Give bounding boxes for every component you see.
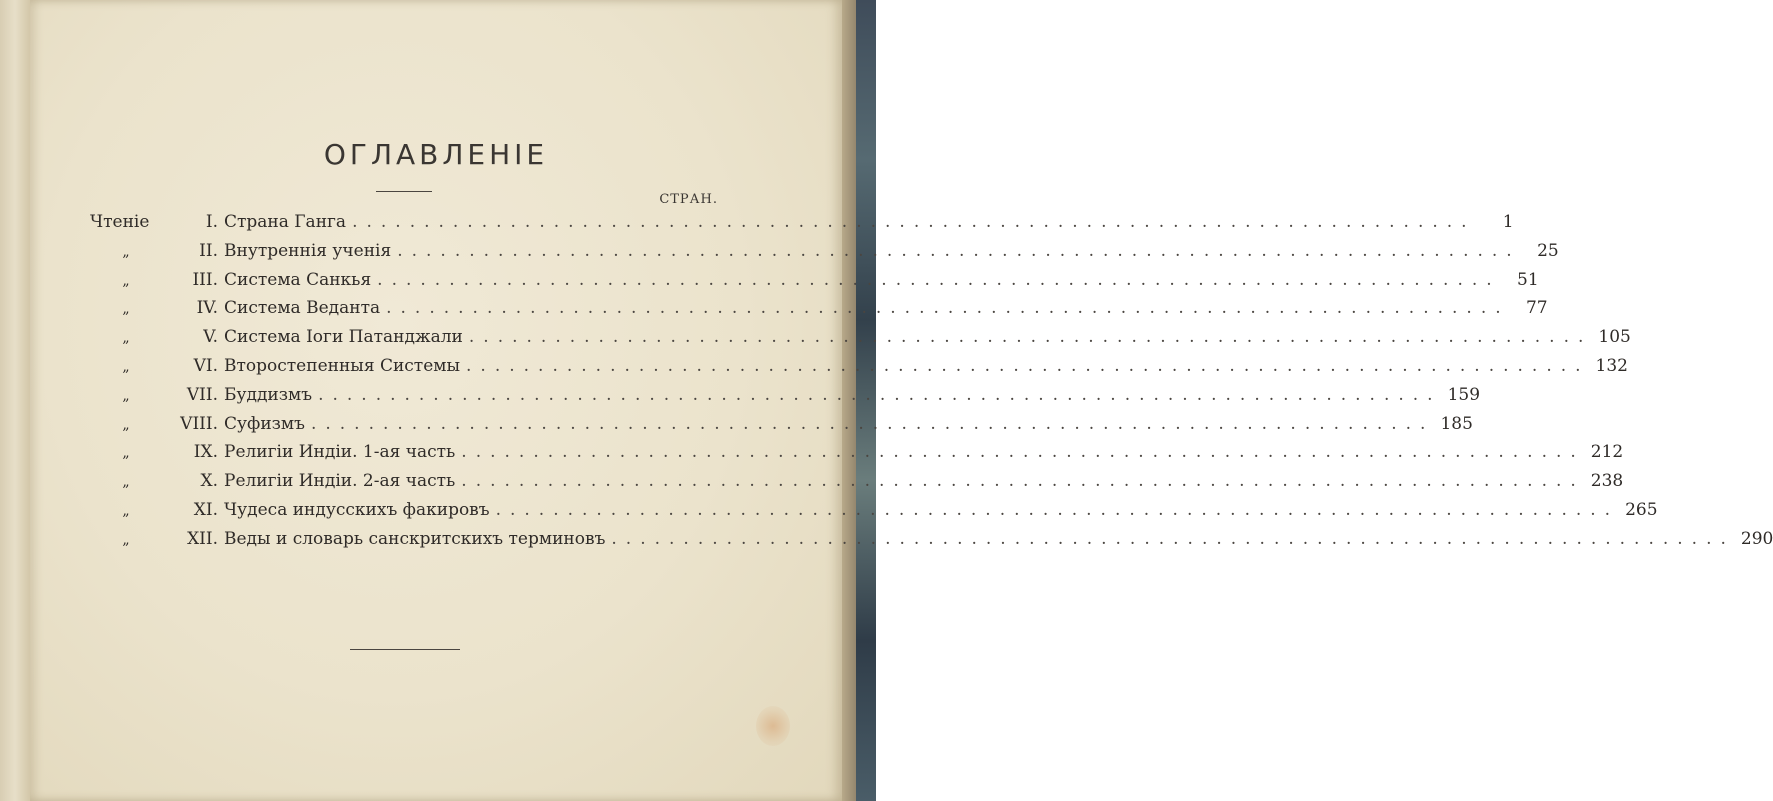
dot-leader: .............................................................................. [495, 499, 1620, 520]
entry-page-number: 1 [1502, 212, 1514, 232]
dot-leader: .............................................................................. [386, 298, 1510, 319]
entry-title: Суфизмъ [224, 413, 305, 434]
foxing-stain [756, 706, 790, 746]
entry-lead: „ [122, 243, 130, 260]
dot-leader: .............................................................................. [352, 212, 1476, 232]
entry-lead: „ [122, 358, 130, 375]
toc-entry [90, 528, 1773, 558]
toc-entry [90, 327, 1631, 356]
entry-lead: „ [122, 272, 130, 289]
entry-title: Система Іоги Патанджали [224, 327, 463, 348]
toc-entry [90, 384, 1481, 414]
entry-numeral: II. [199, 240, 218, 261]
entry-page-number: 185 [1440, 413, 1473, 434]
title-divider [376, 191, 432, 192]
entry-title: Религіи Индіи. 2-ая часть [224, 471, 456, 492]
entry-numeral: XII. [187, 528, 218, 549]
entry-page-number: 132 [1595, 355, 1628, 376]
entry-page-number: 159 [1447, 384, 1481, 405]
dot-leader: .............................................................................. [461, 442, 1585, 463]
entry-page-number: 25 [1537, 240, 1559, 261]
table-of-contents [90, 212, 1773, 558]
entry-lead: „ [122, 330, 130, 347]
dot-leader: .............................................................................. [461, 471, 1585, 492]
end-divider [350, 649, 460, 650]
entry-numeral: VI. [193, 355, 218, 376]
entry-lead: „ [122, 301, 130, 318]
entry-numeral: XI. [193, 499, 218, 520]
entry-title: Система Санкья [224, 269, 372, 290]
entry-title: Веды и словарь санскритскихъ терминовъ [224, 528, 606, 549]
toc-entry [90, 212, 1514, 241]
entry-page-number: 212 [1590, 442, 1624, 463]
dot-leader: .............................................................................. [466, 355, 1590, 376]
entry-numeral: III. [192, 269, 218, 290]
entry-lead: „ [122, 445, 130, 462]
dot-leader: .............................................................................. [468, 327, 1593, 348]
entry-title: Второстепенныя Системы [224, 355, 461, 376]
entry-lead: „ [122, 474, 130, 491]
toc-entry [90, 240, 1559, 270]
entry-numeral: I. [205, 212, 218, 232]
entry-title: Страна Ганга [224, 212, 347, 232]
dot-leader: .............................................................................. [397, 240, 1521, 261]
page-title: ОГЛАВЛЕНІЕ [323, 138, 549, 171]
entry-lead: „ [122, 502, 130, 519]
entry-numeral: IX. [193, 442, 218, 463]
toc-entry [90, 499, 1658, 529]
entry-numeral: V. [203, 327, 218, 348]
entry-lead: Чтеніе [90, 212, 150, 232]
dot-leader: .............................................................................. [377, 269, 1501, 290]
entry-lead: „ [122, 387, 130, 404]
entry-page-number: 77 [1525, 298, 1548, 319]
entry-numeral: IV. [196, 298, 218, 319]
entry-lead: „ [122, 416, 130, 433]
entry-title: Чудеса индусскихъ факировъ [224, 499, 490, 520]
entry-title: Религіи Индіи. 1-ая часть [224, 442, 456, 463]
dot-leader: .............................................................................. [310, 413, 1435, 434]
left-page-edge [0, 0, 30, 801]
entry-page-number: 51 [1517, 269, 1539, 290]
toc-entry [90, 413, 1473, 443]
dot-leader: .............................................................................. [611, 528, 1735, 549]
entry-numeral: X. [200, 471, 218, 492]
book-page [30, 0, 1773, 801]
toc-entry [90, 471, 1624, 500]
toc-entry [90, 355, 1628, 385]
entry-title: Буддизмъ [224, 384, 313, 405]
entry-page-number: 238 [1590, 471, 1624, 492]
toc-entry [90, 269, 1539, 299]
toc-entry [90, 298, 1548, 327]
entry-page-number: 290 [1740, 528, 1773, 549]
entry-title: Внутреннія ученія [224, 240, 392, 261]
entry-title: Система Веданта [224, 298, 381, 319]
entry-numeral: VII. [186, 384, 218, 405]
page-column-label: СТРАН. [659, 192, 718, 207]
dot-leader: .............................................................................. [318, 384, 1442, 405]
entry-page-number: 105 [1598, 327, 1631, 348]
toc-entry [90, 442, 1624, 471]
entry-lead: „ [122, 531, 130, 548]
entry-page-number: 265 [1625, 499, 1658, 520]
entry-numeral: VIII. [180, 413, 218, 434]
